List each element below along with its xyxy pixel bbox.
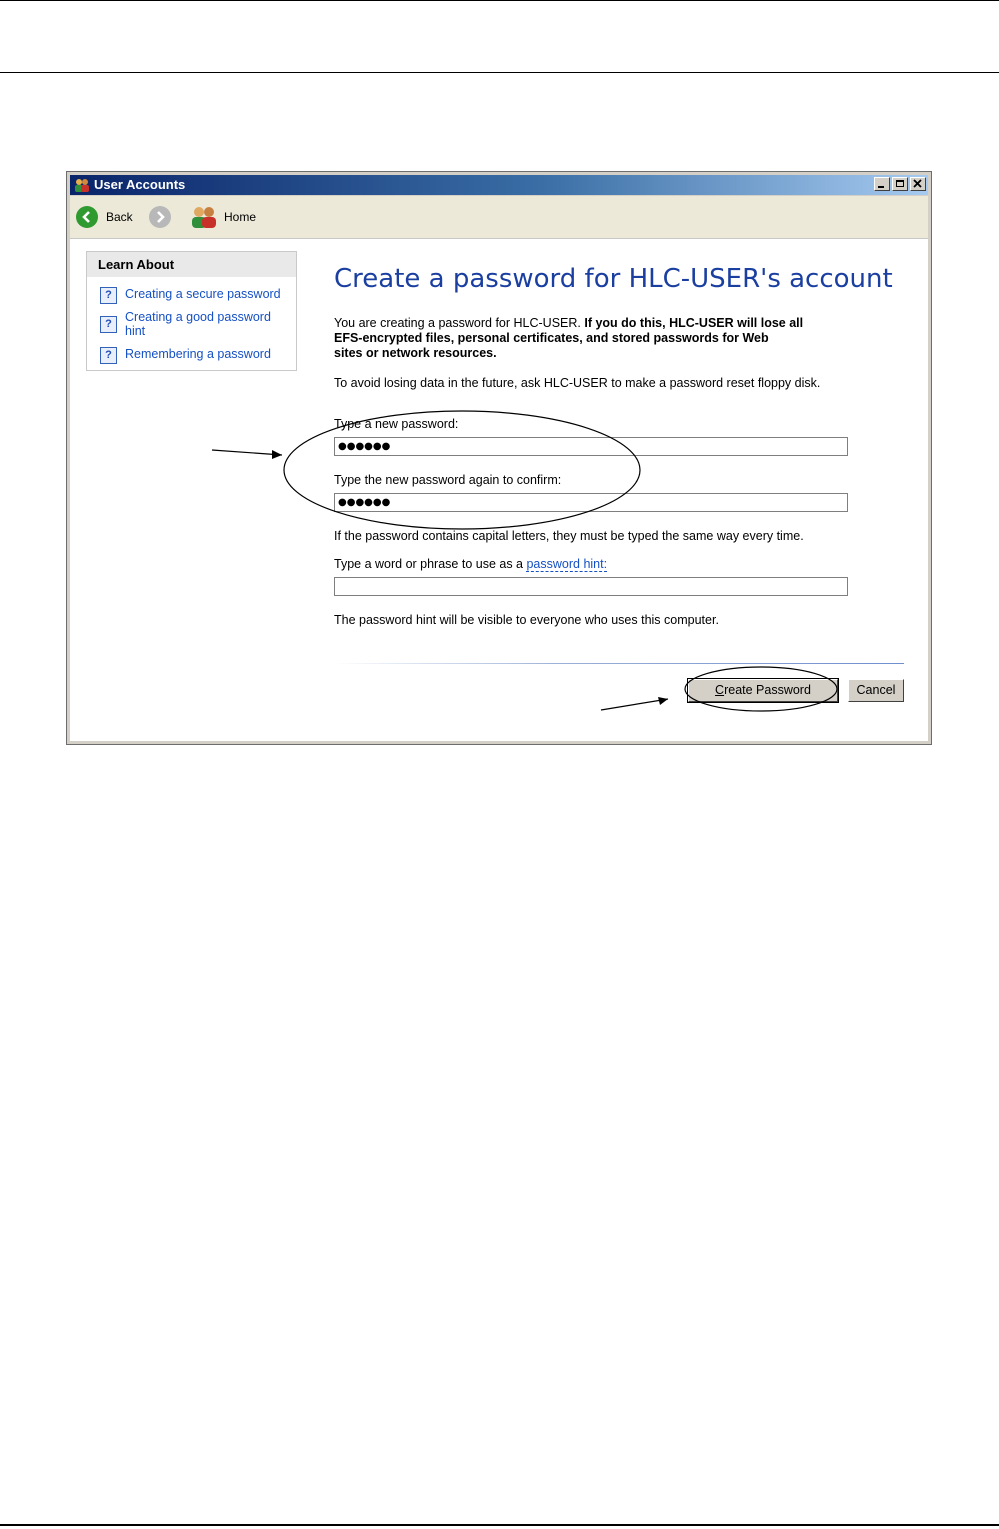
forward-arrow-icon	[149, 206, 171, 228]
close-button[interactable]	[910, 177, 926, 191]
user-accounts-window	[66, 171, 932, 745]
password-hint-link[interactable]: password hint:	[526, 557, 608, 571]
top-page-rule	[0, 0, 999, 1]
navigation-toolbar	[70, 196, 928, 238]
content-area	[70, 238, 928, 741]
minimize-button[interactable]	[874, 177, 890, 191]
home-button[interactable]	[190, 205, 256, 229]
create-button-mnemonic: C	[715, 683, 725, 697]
hint-visibility-note: The password hint will be visible to everyone who uses this computer.	[334, 613, 719, 627]
header-page-rule	[0, 72, 999, 73]
users-icon	[74, 178, 90, 192]
create-button-rest: reate Password	[724, 683, 811, 697]
back-button[interactable]	[76, 205, 133, 229]
users-home-icon	[190, 206, 218, 228]
page-title: Create a password for HLC-USER's account	[334, 264, 893, 294]
help-icon: ?	[100, 316, 117, 333]
close-icon	[911, 178, 925, 190]
password-hint-input[interactable]	[334, 577, 848, 596]
learn-about-title: Learn About	[87, 252, 296, 277]
home-label: Home	[224, 210, 257, 224]
reset-note: To avoid losing data in the future, ask HLC-USER to make a password reset floppy disk.	[334, 376, 821, 390]
intro-warning-1: If you do this, HLC-USER will lose all	[584, 316, 804, 330]
learn-item-good-hint[interactable]	[100, 310, 290, 338]
learn-about-panel	[86, 251, 297, 371]
hint-label	[334, 557, 607, 572]
intro-warning-2: EFS-encrypted files, personal certificates, and stored passwords for Web	[334, 331, 769, 345]
forward-button[interactable]	[149, 205, 171, 229]
create-password-button[interactable]	[688, 679, 838, 702]
learn-item-remembering[interactable]	[100, 347, 290, 364]
new-password-input[interactable]: ●●●●●●	[334, 437, 848, 456]
back-arrow-icon	[76, 206, 98, 228]
button-separator	[334, 663, 904, 664]
intro-warning-3: sites or network resources.	[334, 346, 497, 360]
help-icon: ?	[100, 287, 117, 304]
learn-link-label[interactable]: Remembering a password	[125, 347, 271, 361]
hint-label-prefix: Type a word or phrase to use as a	[334, 557, 527, 571]
minimize-icon	[878, 186, 884, 188]
back-label: Back	[106, 210, 133, 224]
learn-link-label[interactable]: Creating a secure password	[125, 287, 281, 301]
maximize-icon	[896, 180, 904, 187]
maximize-button[interactable]	[892, 177, 908, 191]
caps-note: If the password contains capital letters, they must be typed the same way every time.	[334, 529, 804, 543]
learn-link-label[interactable]: Creating a good password hint	[125, 310, 271, 338]
window-title: User Accounts	[94, 177, 186, 192]
confirm-password-input[interactable]: ●●●●●●	[334, 493, 848, 512]
confirm-password-label: Type the new password again to confirm:	[334, 473, 562, 487]
cancel-button[interactable]: Cancel	[848, 679, 904, 702]
footer-page-rule	[0, 1524, 999, 1526]
intro-text	[334, 316, 803, 361]
intro-plain: You are creating a password for HLC-USER.	[334, 316, 585, 330]
help-icon: ?	[100, 347, 117, 364]
learn-item-secure-password[interactable]	[100, 287, 290, 304]
new-password-label: Type a new password:	[334, 417, 459, 431]
title-bar[interactable]	[70, 175, 928, 195]
